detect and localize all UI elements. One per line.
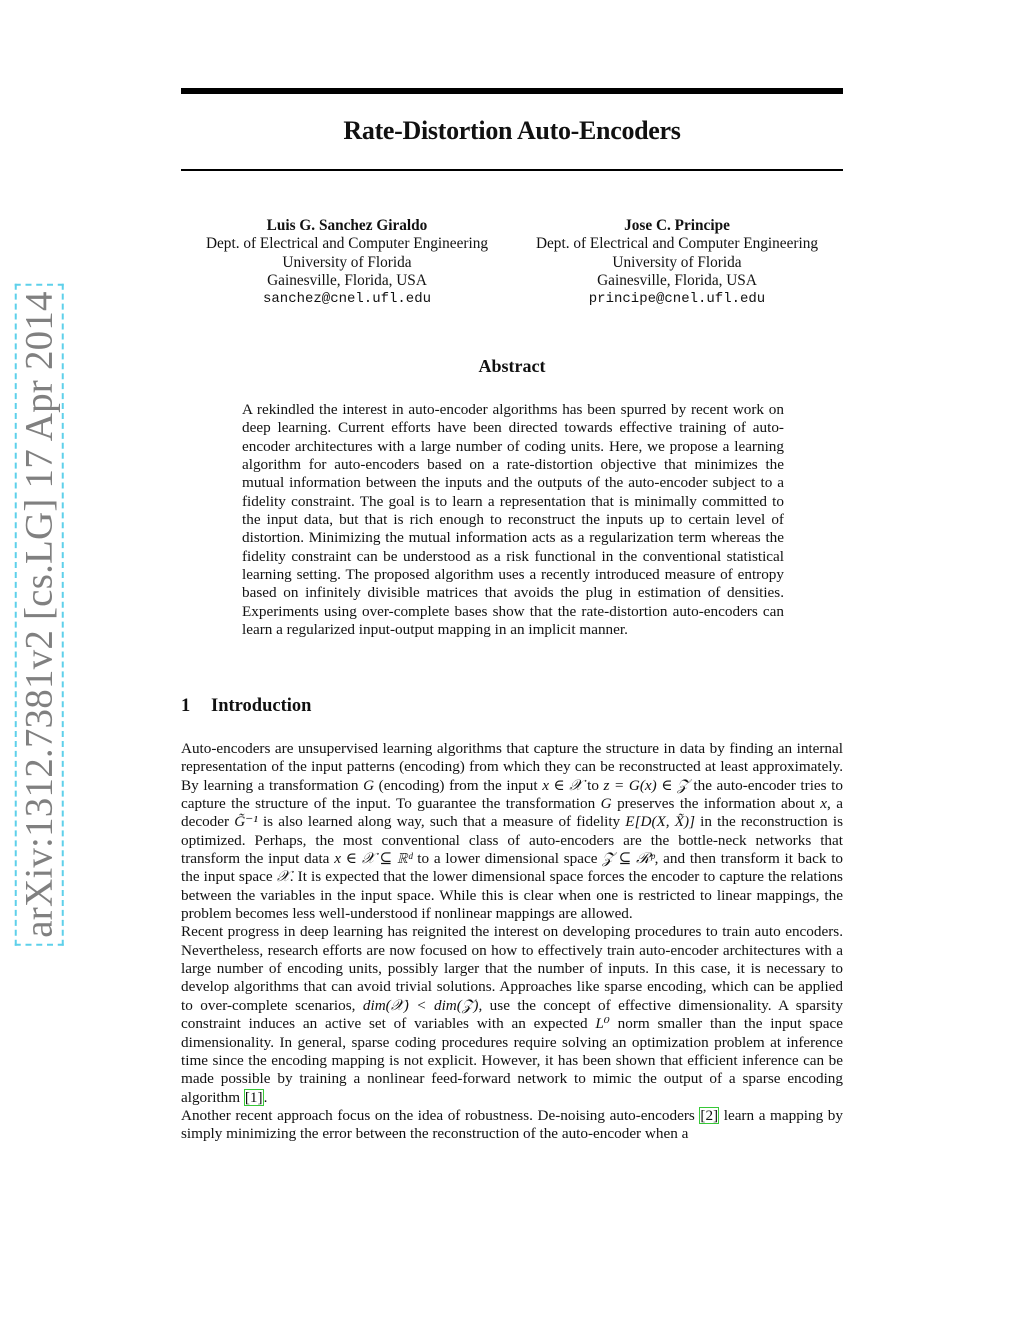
section-heading-introduction bbox=[181, 696, 311, 717]
text-run: to bbox=[582, 776, 604, 794]
author-university: University of Florida bbox=[282, 253, 412, 271]
math-inline: 𝒳 bbox=[276, 868, 290, 886]
author-location: Gainesville, Florida, USA bbox=[597, 271, 757, 289]
math-inline: G bbox=[363, 776, 375, 794]
text-run: the auto-encoder tries to capture the structure of the input. To guarantee the transformation bbox=[181, 776, 843, 813]
author-department: Dept. of Electrical and Computer Engineering bbox=[535, 235, 819, 253]
math-inline: x ∈ 𝒳 ⊆ ℝᵈ bbox=[334, 850, 413, 868]
math-inline: 𝒵 ⊆ ℛᵖ bbox=[602, 850, 655, 868]
text-run: Auto-encoders are unsupervised learning algorithms that capture the structure in data by finding an internal representation of the input patterns (encoding) from which they can be reconstructed at least approximately. By learning a transformation bbox=[181, 740, 843, 794]
text-run: (encoding) from the input bbox=[374, 776, 543, 794]
text-run: norm smaller than the input space dimensionality. In general, sparse coding procedures require solving an optimization problem at inference time since the encoding mapping is not explicit. However, it has been shown that efficient inference can be made possible by training a nonlinear feed-forward network to mimic the output of a sparse encoding algorithm bbox=[181, 1015, 843, 1106]
author-location: Gainesville, Florida, USA bbox=[267, 271, 427, 289]
author-department: Dept. of Electrical and Computer Engineering bbox=[205, 235, 489, 253]
text-run: , and then transform it back to the input space bbox=[181, 850, 844, 886]
citation-link[interactable]: [1] bbox=[244, 1088, 263, 1106]
text-run: in the reconstruction is optimized. Perhaps, the most conventional class of auto-encoders are the bottle-neck networks that transform the input data bbox=[181, 813, 844, 868]
math-inline: G bbox=[600, 795, 612, 813]
math-inline: z = G(x) ∈ 𝒵 bbox=[603, 776, 689, 794]
text-run: learn a mapping by simply minimizing the error between the reconstruction of the auto-encoder when a bbox=[181, 1106, 843, 1143]
author-name: Jose C. Principe bbox=[624, 217, 730, 234]
text-run: . It is expected that the lower dimensional space forces the encoder to capture the relations between the variables in the input space. While this is clear when one is restricted to linear mappings, the problem becomes less well-understood if nonlinear mappings are allowed. bbox=[181, 868, 843, 923]
paragraph-1 bbox=[181, 740, 843, 923]
abstract-text: A rekindled the interest in auto-encoder algorithms has been spurred by recent work on deep learning. Current efforts have been directed towards effective training of auto-encoder architectures with a large number of coding units. Here, we propose a learning algorithm for auto-encoders based on a rate-distortion objective that minimizes the mutual information between the inputs and the outputs of the auto-encoder subject to a fidelity constraint. The goal is to learn a representation that is minimally committed to the input data, but that is rich enough to reconstruct the inputs up to certain level of distortion. Minimizing the mutual information acts as a regularization term whereas the fidelity constraint can be understood as a risk functional in the conventional statistical learning setting. The proposed algorithm uses a recently introduced measure of entropy based on infinitely divisible matrices that avoids the plug in estimation of densities. Experiments using over-complete bases show that the rate-distortion auto-encoders can learn a regularized input-output mapping in an implicit manner. bbox=[242, 401, 784, 639]
text-run: , a decoder bbox=[181, 795, 843, 831]
math-inline: x ∈ 𝒳 bbox=[542, 776, 583, 794]
math-inline: G̃⁻¹ bbox=[234, 813, 258, 831]
text-run: Recent progress in deep learning has reignited the interest on developing procedures to train auto encoders. Nevertheless, research efforts are now focused on how to effectively train auto-encoder architectures with a large number of encoding units, possibly larger that the number of inputs. In this case, it is necessary to develop algorithms that can avoid trivial solutions. Approaches like sparse encoding, which can be applied to over-complete scenarios, bbox=[181, 923, 843, 1014]
arxiv-sidebar-stamp bbox=[14, 291, 64, 938]
title-top-rule bbox=[181, 88, 843, 94]
math-inline: E[D(X, X̃)] bbox=[625, 813, 695, 831]
author-email[interactable]: principe@cnel.ufl.edu bbox=[588, 291, 766, 308]
paper-title: Rate-Distortion Auto-Encoders bbox=[343, 116, 681, 145]
author-name: Luis G. Sanchez Giraldo bbox=[266, 217, 428, 234]
author-university: University of Florida bbox=[612, 253, 742, 271]
section-title: Introduction bbox=[211, 696, 312, 716]
title-bottom-rule bbox=[181, 169, 843, 171]
math-inline: dim(𝒳) < dim(𝒵) bbox=[362, 996, 479, 1014]
math-inline: L⁰ bbox=[595, 1015, 610, 1033]
paragraph-2 bbox=[181, 923, 843, 1106]
text-run: , use the concept of effective dimensionality. A sparsity constraint induces an active set of variables with an expected bbox=[181, 996, 843, 1033]
arxiv-identifier[interactable]: arXiv:1312.7381v2 [cs.LG] 17 Apr 2014 bbox=[17, 285, 62, 943]
math-inline: x bbox=[820, 795, 827, 813]
text-run: is also learned along way, such that a measure of fidelity bbox=[257, 813, 626, 831]
citation-link[interactable]: [2] bbox=[700, 1106, 719, 1124]
text-run: to a lower dimensional space bbox=[412, 850, 603, 868]
introduction-body bbox=[181, 740, 843, 1144]
section-number: 1 bbox=[181, 696, 191, 716]
text-run: . bbox=[263, 1088, 268, 1106]
author-block-2 bbox=[512, 217, 842, 308]
abstract-heading: Abstract bbox=[478, 356, 546, 376]
paragraph-3 bbox=[181, 1107, 843, 1144]
author-block-1 bbox=[182, 217, 512, 308]
author-email[interactable]: sanchez@cnel.ufl.edu bbox=[262, 291, 432, 308]
text-run: Another recent approach focus on the idea of robustness. De-noising auto-encoders bbox=[181, 1106, 700, 1124]
text-run: preserves the information about bbox=[611, 795, 821, 813]
